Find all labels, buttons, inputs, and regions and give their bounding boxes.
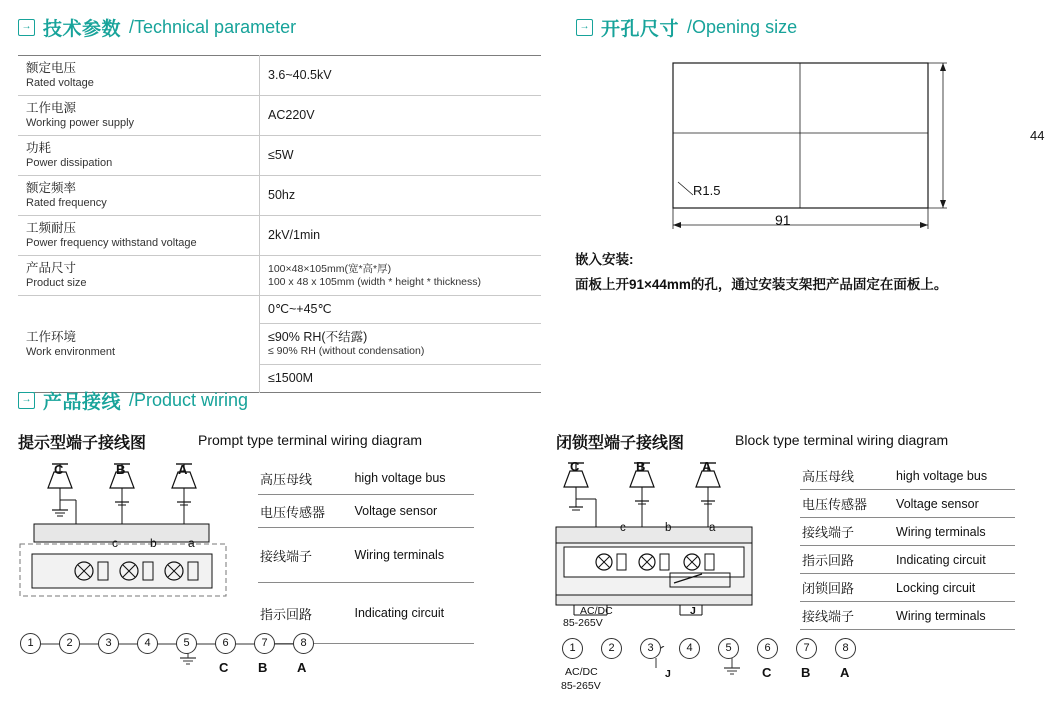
right-diagram-title-cn: 闭锁型端子接线图 xyxy=(556,435,685,452)
power-label-bottom-2: 85-265V xyxy=(561,680,601,692)
terminal-3: 3 xyxy=(640,638,661,659)
value-text: ≤1500M xyxy=(268,371,314,385)
section-title-en: /Technical parameter xyxy=(129,17,297,37)
left-diagram-title-en: Prompt type terminal wiring diagram xyxy=(198,432,423,448)
right-legend-table xyxy=(800,462,1015,630)
label-cn: 功耗 xyxy=(26,141,52,155)
table-row xyxy=(18,256,541,296)
label-en: Rated frequency xyxy=(26,197,107,209)
terminal-7: 7 xyxy=(796,638,817,659)
legend-cn: 接线端子 xyxy=(800,602,894,630)
legend-en: high voltage bus xyxy=(894,462,1015,490)
section-title-en: /Product wiring xyxy=(129,390,249,410)
legend-cn: 高压母线 xyxy=(258,462,352,495)
terminal-1: 1 xyxy=(20,633,41,654)
terminal-letter-a: A xyxy=(297,660,307,675)
legend-row xyxy=(800,546,1015,574)
value-text: AC220V xyxy=(268,108,315,122)
value-text: 50hz xyxy=(268,188,296,202)
right-wiring-schematic xyxy=(552,455,792,620)
value-text: ≤5W xyxy=(268,148,294,162)
terminal-2: 2 xyxy=(601,638,622,659)
legend-en: Wiring terminals xyxy=(894,518,1015,546)
legend-cn: 接线端子 xyxy=(800,518,894,546)
terminal-label-b: b xyxy=(150,536,157,550)
phase-label-c: C xyxy=(54,462,64,477)
arrow-icon: → xyxy=(576,19,593,36)
row-value xyxy=(260,256,542,296)
row-value xyxy=(260,56,542,96)
left-wiring-schematic xyxy=(14,458,254,618)
relay-label-top: J xyxy=(690,605,696,617)
legend-cn: 指示回路 xyxy=(800,546,894,574)
terminal-letter-b: B xyxy=(258,660,268,675)
terminal-label-c: c xyxy=(112,536,118,550)
terminal-8: 8 xyxy=(293,633,314,654)
label-en: Power dissipation xyxy=(26,157,113,169)
value-text: 100×48×105mm(宽*高*厚) xyxy=(268,262,392,275)
legend-row xyxy=(800,602,1015,630)
label-cn: 工频耐压 xyxy=(26,221,77,235)
legend-cn: 接线端子 xyxy=(258,528,352,583)
legend-row xyxy=(258,495,474,528)
legend-row xyxy=(800,490,1015,518)
row-label xyxy=(18,56,260,96)
opening-size-drawing xyxy=(575,55,1045,355)
power-label-line2: 85-265V xyxy=(563,617,603,629)
section-title-cn: 开孔尺寸 xyxy=(601,19,680,40)
value-text: 3.6~40.5kV xyxy=(268,68,332,82)
section-heading-wiring xyxy=(18,387,248,414)
legend-en: Wiring terminals xyxy=(352,528,474,583)
label-cn: 额定电压 xyxy=(26,61,77,75)
legend-en: Wiring terminals xyxy=(894,602,1015,630)
phase-label-c: C xyxy=(570,459,580,474)
relay-label-bottom: J xyxy=(665,668,671,680)
env-value xyxy=(260,324,541,365)
value-subtext: 100 x 48 x 105mm (width * height * thickness) xyxy=(268,275,482,288)
legend-row xyxy=(800,518,1015,546)
legend-row xyxy=(258,462,474,495)
row-value xyxy=(260,96,542,136)
dimension-width-label: 91 xyxy=(775,212,791,228)
table-row-environment xyxy=(18,296,541,393)
terminal-6: 6 xyxy=(215,633,236,654)
table-row xyxy=(18,96,541,136)
arrow-icon: → xyxy=(18,19,35,36)
terminal-letter-a: A xyxy=(840,665,850,680)
value-subtext: ≤ 90% RH (without condensation) xyxy=(268,345,425,357)
row-value xyxy=(260,136,542,176)
technical-parameter-table xyxy=(18,55,541,393)
terminal-label-a: a xyxy=(188,536,195,550)
label-cn: 工作电源 xyxy=(26,101,77,115)
env-value xyxy=(260,365,541,392)
legend-cn: 指示回路 xyxy=(258,583,352,644)
terminal-1: 1 xyxy=(562,638,583,659)
terminal-4: 4 xyxy=(137,633,158,654)
terminal-7: 7 xyxy=(254,633,275,654)
label-en: Work environment xyxy=(26,345,116,358)
legend-cn: 高压母线 xyxy=(800,462,894,490)
label-cn: 产品尺寸 xyxy=(26,261,77,275)
row-value xyxy=(260,216,542,256)
table-row xyxy=(18,56,541,96)
label-en: Power frequency withstand voltage xyxy=(26,237,197,249)
legend-en: high voltage bus xyxy=(352,462,474,495)
table-row xyxy=(18,176,541,216)
arrow-icon: → xyxy=(18,392,35,409)
terminal-letter-c: C xyxy=(219,660,229,675)
legend-en: Voltage sensor xyxy=(352,495,474,528)
row-value-group xyxy=(260,296,542,393)
terminal-5: 5 xyxy=(718,638,739,659)
right-diagram-title-en: Block type terminal wiring diagram xyxy=(735,432,949,448)
label-en: Product size xyxy=(26,277,87,289)
row-label xyxy=(18,176,260,216)
legend-row xyxy=(800,574,1015,602)
row-label xyxy=(18,296,260,393)
section-heading-technical xyxy=(18,14,296,41)
legend-en: Indicating circuit xyxy=(352,583,474,644)
section-title-cn: 产品接线 xyxy=(43,392,122,413)
terminal-label-a: a xyxy=(709,522,716,534)
legend-en: Voltage sensor xyxy=(894,490,1015,518)
env-value xyxy=(260,296,541,324)
label-cn: 工作环境 xyxy=(26,329,77,344)
label-cn: 额定频率 xyxy=(26,181,77,195)
terminal-letter-b: B xyxy=(801,665,811,680)
legend-row xyxy=(800,462,1015,490)
terminal-label-b: b xyxy=(665,522,672,534)
value-text: 2kV/1min xyxy=(268,228,321,242)
terminal-8: 8 xyxy=(835,638,856,659)
legend-en: Indicating circuit xyxy=(894,546,1015,574)
terminal-3: 3 xyxy=(98,633,119,654)
row-label xyxy=(18,96,260,136)
terminal-5: 5 xyxy=(176,633,197,654)
dimension-height-label: 44 xyxy=(1030,128,1045,143)
legend-cn: 电压传感器 xyxy=(258,495,352,528)
value-text: 0℃~+45℃ xyxy=(268,302,332,316)
legend-cn: 电压传感器 xyxy=(800,490,894,518)
terminal-label-c: c xyxy=(620,522,626,534)
phase-label-b: B xyxy=(636,459,646,474)
power-label-bottom-1: AC/DC xyxy=(565,666,598,678)
left-legend-table xyxy=(258,462,474,644)
opening-size-svg xyxy=(575,55,1045,255)
terminal-4: 4 xyxy=(679,638,700,659)
terminal-6: 6 xyxy=(757,638,778,659)
legend-en: Locking circuit xyxy=(894,574,1015,602)
table-row xyxy=(18,216,541,256)
row-label xyxy=(18,216,260,256)
legend-row xyxy=(258,528,474,583)
row-label xyxy=(18,256,260,296)
row-value xyxy=(260,176,542,216)
phase-label-a: A xyxy=(702,459,712,474)
left-diagram-title-cn: 提示型端子接线图 xyxy=(18,435,147,452)
phase-label-b: B xyxy=(116,462,126,477)
table-row xyxy=(18,136,541,176)
section-title-cn: 技术参数 xyxy=(43,19,122,40)
value-text: ≤90% RH(不结露) xyxy=(268,330,368,344)
phase-label-a: A xyxy=(178,462,188,477)
section-title-en: /Opening size xyxy=(687,17,798,37)
install-note-body: 面板上开91×44mm的孔，通过安装支架把产品固定在面板上。 xyxy=(575,277,948,292)
terminal-letter-c: C xyxy=(762,665,772,680)
label-en: Working power supply xyxy=(26,117,135,129)
power-label-line1: AC/DC xyxy=(580,605,613,617)
legend-cn: 闭锁回路 xyxy=(800,574,894,602)
section-heading-opening xyxy=(576,14,797,41)
terminal-2: 2 xyxy=(59,633,80,654)
row-label xyxy=(18,136,260,176)
label-en: Rated voltage xyxy=(26,77,94,89)
install-note-title: 嵌入安装: xyxy=(575,252,634,267)
corner-radius-label: R1.5 xyxy=(693,183,721,198)
